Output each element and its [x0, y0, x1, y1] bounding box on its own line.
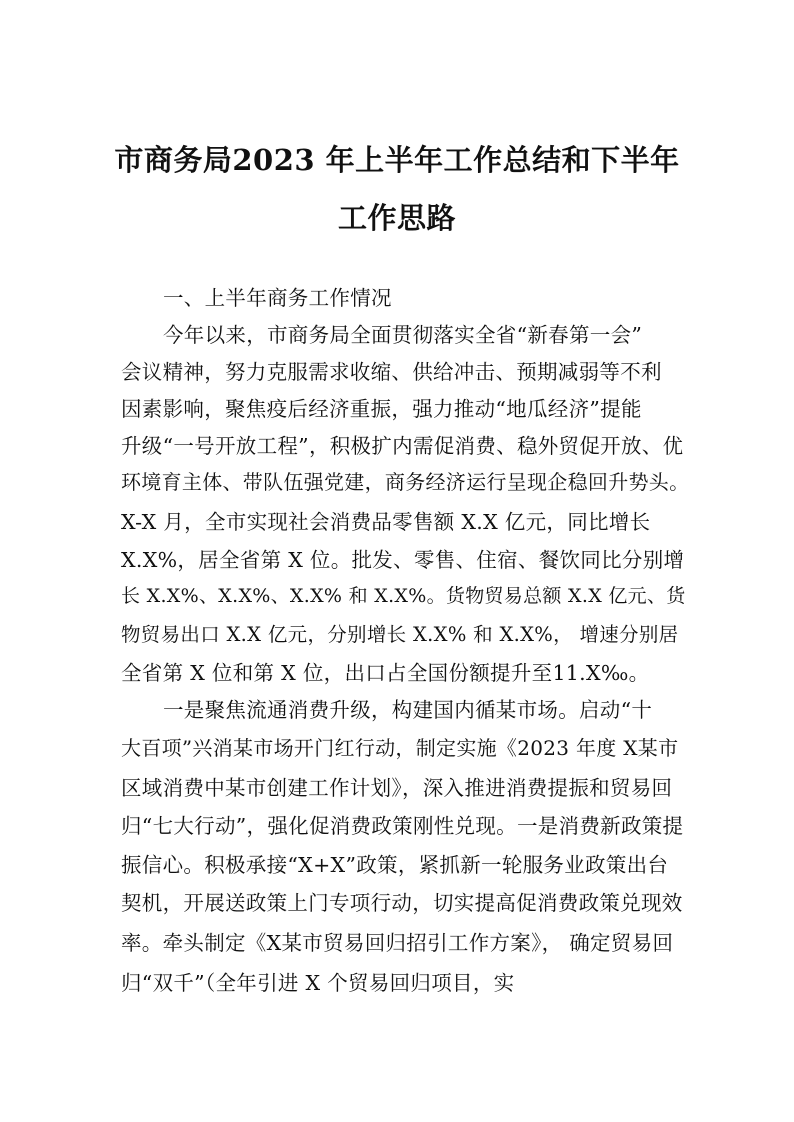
paragraph-line: 升级“一号开放工程”，积极扩内需促消费、稳外贸促开放、优: [121, 434, 684, 458]
paragraph-line: 全省第 X 位和第 X 位，出口占全国份额提升至11.X‰。: [121, 661, 650, 685]
paragraph-line: X.X%，居全省第 X 位。批发、零售、住宿、餐饮同比分别增: [121, 548, 685, 572]
paragraph-line: 环境育主体、带队伍强党建，商务经济运行呈现企稳回升势头。: [121, 470, 690, 494]
paragraph-line: 率。牵头制定《X某市贸易回归招引工作方案》， 确定贸易回: [121, 931, 674, 955]
paragraph-line: 会议精神，努力克服需求收缩、供给冲击、预期减弱等不利: [121, 360, 662, 384]
paragraph-line: 今年以来，市商务局全面贯彻落实全省“新春第一会”: [163, 323, 643, 347]
paragraph-line: 大百项”兴消某市场开门红行动，制定实施《2023 年度 X某市: [121, 736, 679, 760]
paragraph-line: 因素影响，聚焦疫后经济重振，强力推动“地瓜经济”提能: [121, 397, 642, 421]
paragraph-line: 契机，开展送政策上门专项行动，切实提高促消费政策兑现效: [121, 891, 683, 915]
paragraph-line: 振信心。积极承接“X+X”政策，紧抓新一轮服务业政策出台: [121, 853, 669, 877]
document-title-line-2: 工作思路: [337, 201, 456, 235]
paragraph-line: 一是聚焦流通消费升级，构建国内循某市场。启动“十: [163, 698, 653, 722]
section-heading: 一、上半年商务工作情况: [163, 286, 392, 310]
document-title-line-1: 市商务局2023 年上半年工作总结和下半年: [114, 143, 680, 177]
paragraph-line: 归“双千”（全年引进 X 个贸易回归项目，实: [121, 971, 515, 995]
paragraph-line: 长 X.X%、X.X%、X.X% 和 X.X%。货物贸易总额 X.X 亿元、货: [121, 585, 686, 607]
paragraph-line: 归“七大行动”，强化促消费政策刚性兑现。一是消费新政策提: [121, 814, 684, 838]
paragraph-line: 区域消费中某市创建工作计划》，深入推进消费提振和贸易回: [121, 776, 673, 800]
paragraph-line: 物贸易出口 X.X 亿元，分别增长 X.X% 和 X.X%， 增速分别居: [121, 623, 679, 646]
paragraph-line: X-X 月，全市实现社会消费品零售额 X.X 亿元，同比增长: [121, 510, 651, 534]
